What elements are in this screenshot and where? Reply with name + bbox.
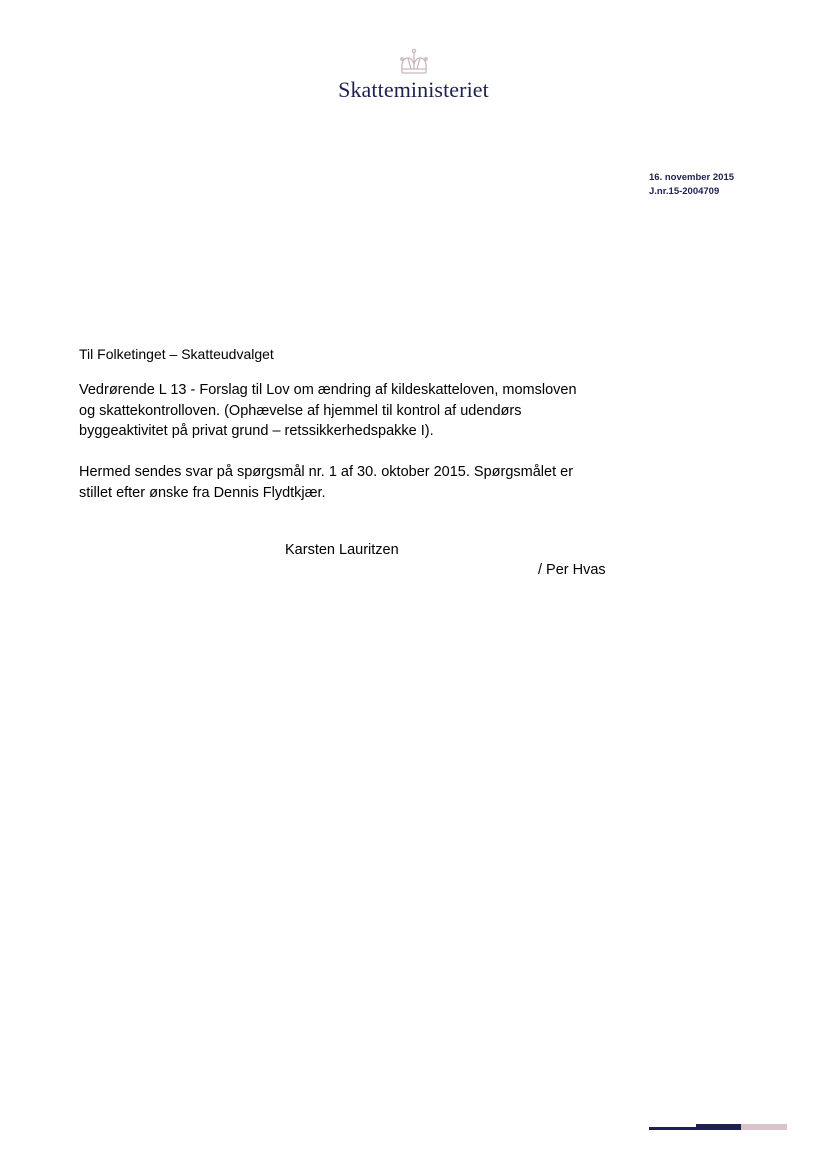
- footer-bar-segment: [741, 1124, 787, 1130]
- journal-number: J.nr.15-2004709: [649, 186, 720, 197]
- letterhead: [0, 48, 827, 103]
- footer-bar-segment: [696, 1124, 741, 1130]
- body-paragraph: [79, 462, 619, 503]
- subject-paragraph: [79, 380, 619, 442]
- royal-crown-icon: [397, 48, 431, 78]
- subject-line: byggeaktivitet på privat grund – retssikkerhedspakke I).: [79, 423, 434, 439]
- body-line: stillet efter ønske fra Dennis Flydtkjær.: [79, 484, 326, 501]
- document-date: 16. november 2015: [649, 172, 735, 183]
- ministry-name: Skatteministeriet: [338, 77, 489, 102]
- subject-line: og skattekontrolloven. (Ophævelse af hjemmel til kontrol af udendørs: [79, 402, 522, 419]
- recipient-line: Til Folketinget – Skatteudvalget: [79, 346, 274, 362]
- document-meta: [649, 171, 734, 199]
- cosigner-name: / Per Hvas: [538, 562, 606, 578]
- footer-bar-segment: [649, 1127, 696, 1130]
- signatory-name: Karsten Lauritzen: [285, 542, 399, 558]
- body-line: Hermed sendes svar på spørgsmål nr. 1 af 30. oktober 2015. Spørgsmålet er: [79, 464, 574, 480]
- subject-line: Vedrørende L 13 - Forslag til Lov om ændring af kildeskatteloven, momsloven: [79, 382, 577, 398]
